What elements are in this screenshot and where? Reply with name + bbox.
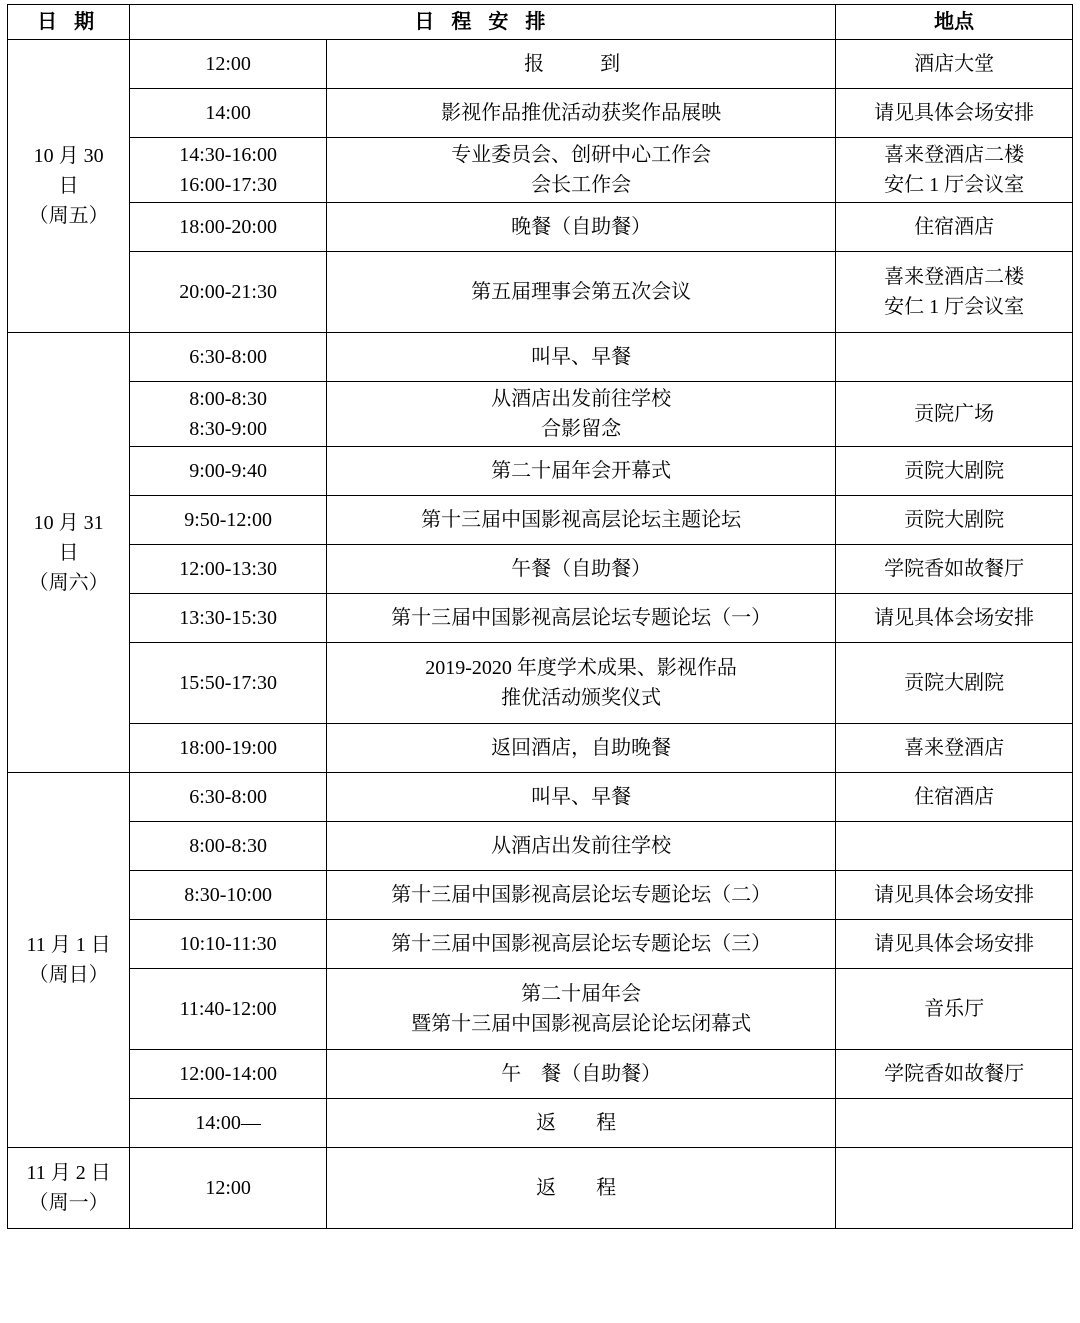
time-cell: 12:00-14:00 [130,1050,327,1099]
date-line: （周六） [28,571,109,594]
time-cell: 18:00-19:00 [130,724,327,773]
table-row [8,138,1073,203]
event-cell: 第五届理事会第五次会议 [326,252,835,333]
event-cell: 返回酒店，自助晚餐 [326,724,835,773]
event-cell [326,138,835,203]
place-cell: 音乐厅 [836,969,1073,1050]
date-line: （周日） [28,964,109,986]
event-cell [326,969,835,1050]
table-row [8,822,1073,871]
event-line: 专业委员会、创研中心工作会 [451,144,712,166]
time-cell: 12:00-13:30 [130,545,327,594]
time-cell: 18:00-20:00 [130,203,327,252]
place-cell [836,333,1073,382]
table-row [8,382,1073,447]
table-row [8,203,1073,252]
event-cell: 第十三届中国影视高层论坛专题论坛（一） [326,594,835,643]
place-cell: 学院香如故餐厅 [836,545,1073,594]
event-cell: 报 到 [326,40,835,89]
date-line: 10 月 31 [33,511,104,534]
event-line: 暨第十三届中国影视高层论论坛闭幕式 [411,1013,752,1035]
time-cell: 14:00 [130,89,327,138]
table-row [8,969,1073,1050]
event-cell: 第十三届中国影视高层论坛专题论坛（二） [326,871,835,920]
date-cell-day4 [8,1148,130,1229]
time-line: 14:30-16:00 [179,144,277,166]
time-cell: 6:30-8:00 [130,773,327,822]
place-line: 安仁 1 厅会议室 [884,296,1025,318]
place-cell [836,1099,1073,1148]
place-cell [836,138,1073,203]
time-cell: 20:00-21:30 [130,252,327,333]
event-line: 第二十届年会 [521,983,642,1005]
table-row [8,643,1073,724]
table-row [8,594,1073,643]
table-row [8,871,1073,920]
date-line: 11 月 1 日 [26,934,111,956]
event-cell [326,382,835,447]
event-cell: 叫早、早餐 [326,773,835,822]
place-cell: 请见具体会场安排 [836,920,1073,969]
place-cell: 请见具体会场安排 [836,594,1073,643]
table-row [8,773,1073,822]
event-line: 合影留念 [541,418,622,440]
date-line: 日 [58,541,79,564]
time-cell: 8:30-10:00 [130,871,327,920]
time-cell: 12:00 [130,40,327,89]
place-cell: 住宿酒店 [836,773,1073,822]
event-line: 2019-2020 年度学术成果、影视作品 [425,657,737,679]
event-cell: 叫早、早餐 [326,333,835,382]
event-cell: 第十三届中国影视高层论坛专题论坛（三） [326,920,835,969]
time-cell [130,138,327,203]
place-line: 喜来登酒店二楼 [884,266,1025,288]
time-cell: 12:00 [130,1148,327,1229]
table-row [8,724,1073,773]
event-cell: 从酒店出发前往学校 [326,822,835,871]
table-row [8,252,1073,333]
place-cell: 请见具体会场安排 [836,89,1073,138]
place-cell: 贡院大剧院 [836,643,1073,724]
table-row [8,1148,1073,1229]
date-line: 日 [58,175,79,197]
time-cell: 9:00-9:40 [130,447,327,496]
event-line: 从酒店出发前往学校 [491,388,672,410]
time-line: 16:00-17:30 [179,174,277,196]
table-row [8,920,1073,969]
table-row [8,40,1073,89]
time-cell [130,382,327,447]
header-place: 地点 [836,5,1073,40]
event-cell: 返 程 [326,1148,835,1229]
time-line: 8:00-8:30 [189,388,267,410]
place-cell [836,822,1073,871]
place-cell: 住宿酒店 [836,203,1073,252]
event-line: 推优活动颁奖仪式 [501,687,662,709]
place-cell [836,1148,1073,1229]
table-row [8,1050,1073,1099]
event-cell: 午 餐（自助餐） [326,1050,835,1099]
place-cell: 学院香如故餐厅 [836,1050,1073,1099]
table-header-row [8,5,1073,40]
date-line: （周一） [28,1192,109,1214]
schedule-body [8,5,1073,1229]
event-cell: 午餐（自助餐） [326,545,835,594]
place-cell: 喜来登酒店 [836,724,1073,773]
table-row [8,496,1073,545]
time-line: 8:30-9:00 [189,418,267,440]
place-cell: 贡院大剧院 [836,496,1073,545]
event-cell: 第二十届年会开幕式 [326,447,835,496]
place-line: 安仁 1 厅会议室 [884,174,1025,196]
place-cell [836,252,1073,333]
place-cell: 贡院大剧院 [836,447,1073,496]
header-date: 日 期 [8,5,130,40]
conference-schedule-table [7,4,1073,1229]
table-row [8,1099,1073,1148]
time-cell: 11:40-12:00 [130,969,327,1050]
event-cell: 影视作品推优活动获奖作品展映 [326,89,835,138]
date-cell-day1 [8,40,130,333]
time-cell: 13:30-15:30 [130,594,327,643]
time-cell: 15:50-17:30 [130,643,327,724]
event-line: 会长工作会 [531,174,632,196]
event-cell: 第十三届中国影视高层论坛主题论坛 [326,496,835,545]
header-schedule: 日 程 安 排 [130,5,836,40]
place-line: 喜来登酒店二楼 [884,144,1025,166]
event-cell: 返 程 [326,1099,835,1148]
place-cell: 请见具体会场安排 [836,871,1073,920]
place-cell: 酒店大堂 [836,40,1073,89]
date-cell-day2 [8,333,130,773]
table-row [8,89,1073,138]
place-cell: 贡院广场 [836,382,1073,447]
time-cell: 9:50-12:00 [130,496,327,545]
date-line: （周五） [28,205,109,227]
time-cell: 14:00— [130,1099,327,1148]
event-cell: 晚餐（自助餐） [326,203,835,252]
event-cell [326,643,835,724]
date-line: 10 月 30 [33,145,104,167]
date-cell-day3 [8,773,130,1148]
date-line: 11 月 2 日 [26,1162,111,1184]
time-cell: 10:10-11:30 [130,920,327,969]
time-cell: 6:30-8:00 [130,333,327,382]
time-cell: 8:00-8:30 [130,822,327,871]
table-row [8,545,1073,594]
table-row [8,447,1073,496]
table-row [8,333,1073,382]
